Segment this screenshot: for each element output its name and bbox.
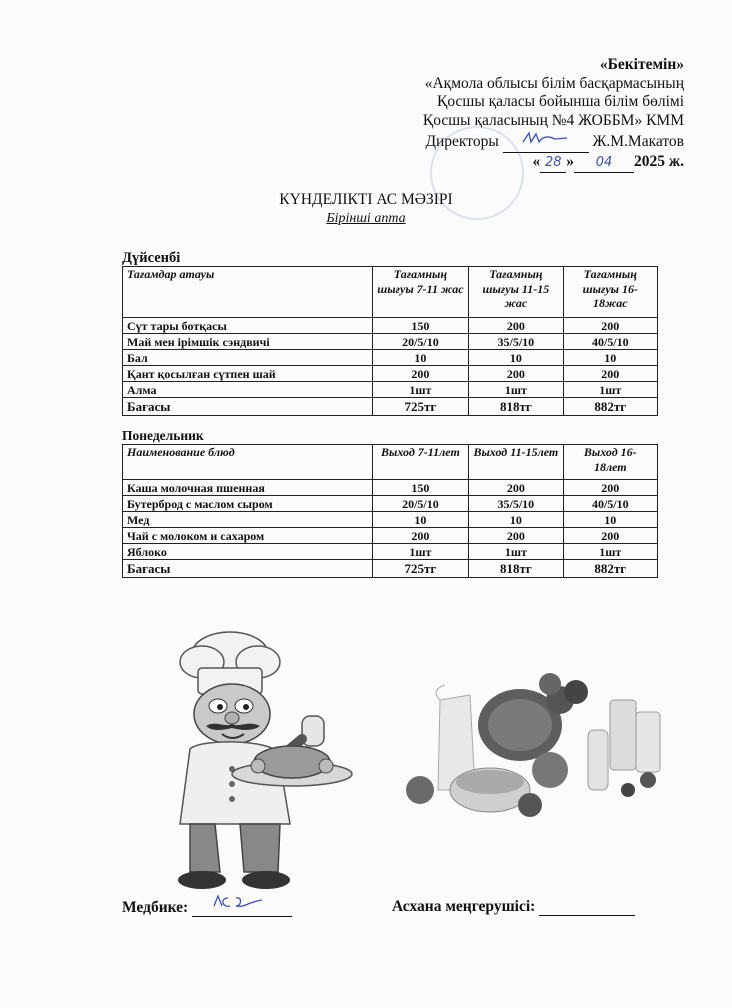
portion-16-18: 200 [563, 480, 657, 496]
dish-name: Май мен ірімшік сэндвичі [123, 334, 373, 350]
nurse-signature-drawing [192, 892, 292, 912]
menu-table-kk [122, 266, 658, 416]
date-close-quote: » [566, 152, 574, 170]
portion-11-15: 200 [469, 366, 563, 382]
portion-16-18: 40/5/10 [563, 334, 657, 350]
date-open-quote: « [532, 152, 541, 170]
day-label-kk: Дүйсенбі [122, 250, 181, 266]
portion-16-18: 1шт [563, 544, 657, 560]
portion-11-15: 200 [469, 528, 563, 544]
portion-11-15: 35/5/10 [469, 496, 563, 512]
portion-7-11: 200 [372, 528, 469, 544]
price-7-11: 725тг [372, 560, 469, 578]
price-11-15: 818тг [469, 398, 563, 416]
table-row [123, 528, 658, 544]
portion-16-18: 10 [563, 512, 657, 528]
nurse-signature-block [122, 898, 292, 917]
portion-11-15: 200 [469, 480, 563, 496]
cook-label: Асхана меңгерушісі: [392, 898, 536, 915]
dish-name: Мед [123, 512, 373, 528]
price-row [123, 560, 658, 578]
portion-16-18: 200 [563, 528, 657, 544]
price-11-15: 818тг [469, 560, 563, 578]
table-row [123, 480, 658, 496]
portion-7-11: 200 [372, 366, 469, 382]
portion-7-11: 20/5/10 [372, 496, 469, 512]
approval-line-1: «Ақмола облысы білім басқармасының [424, 74, 684, 92]
portion-16-18: 10 [563, 350, 657, 366]
date-month: 04 [574, 154, 634, 174]
portion-7-11: 10 [372, 350, 469, 366]
price-7-11: 725тг [372, 398, 469, 416]
director-label: Директоры [425, 133, 499, 150]
dish-name: Сүт тары ботқасы [123, 318, 373, 334]
price-label: Бағасы [123, 398, 373, 416]
col-header-16-18: Тағамның шығуы 16-18жас [563, 267, 657, 318]
menu-title: КҮНДЕЛІКТІ АС МӘЗІРІ [279, 191, 453, 208]
menu-week: Бірінші апта [326, 211, 406, 226]
menu-table-ru [122, 444, 658, 578]
menu-title-block [0, 190, 732, 228]
chef-illustration [120, 624, 370, 894]
portion-16-18: 40/5/10 [563, 496, 657, 512]
portion-7-11: 150 [372, 480, 469, 496]
table-row [123, 382, 658, 398]
portion-16-18: 200 [563, 318, 657, 334]
table-row [123, 350, 658, 366]
portion-7-11: 150 [372, 318, 469, 334]
portion-11-15: 35/5/10 [469, 334, 563, 350]
col-header-11-15: Выход 11-15лет [469, 445, 563, 480]
director-name: Ж.М.Макатов [592, 133, 684, 150]
director-signature-drawing [503, 130, 589, 146]
col-header-11-15: Тағамның шығуы 11-15 жас [469, 267, 563, 318]
dish-name: Алма [123, 382, 373, 398]
dish-name: Бутерброд с маслом сыром [123, 496, 373, 512]
portion-16-18: 1шт [563, 382, 657, 398]
cook-signature-line [539, 899, 635, 916]
table-row [123, 366, 658, 382]
table-row [123, 544, 658, 560]
portion-16-18: 200 [563, 366, 657, 382]
table-row [123, 512, 658, 528]
table-header-row [123, 445, 658, 480]
portion-11-15: 200 [469, 318, 563, 334]
approval-heading: «Бекітемін» [599, 56, 684, 73]
price-16-18: 882тг [563, 398, 657, 416]
table-row [123, 334, 658, 350]
col-header-name: Наименование блюд [123, 445, 373, 480]
col-header-7-11: Выход 7-11лет [372, 445, 469, 480]
dish-name: Бал [123, 350, 373, 366]
col-header-name: Тағамдар атауы [123, 267, 373, 318]
price-label: Бағасы [123, 560, 373, 578]
date-day: 28 [540, 154, 566, 174]
portion-11-15: 10 [469, 350, 563, 366]
nurse-signature [192, 898, 292, 917]
dish-name: Каша молочная пшенная [123, 480, 373, 496]
price-16-18: 882тг [563, 560, 657, 578]
table-row [123, 496, 658, 512]
approval-line-3: Қосшы қаласының №4 ЖОББМ» КММ [422, 111, 684, 129]
portion-11-15: 1шт [469, 544, 563, 560]
col-header-16-18: Выход 16-18лет [563, 445, 657, 480]
dairy-food-photo [400, 640, 670, 850]
portion-7-11: 1шт [372, 382, 469, 398]
approval-line-2: Қосшы қаласы бойынша білім бөлімі [437, 93, 684, 110]
nurse-label: Медбике: [122, 899, 189, 916]
portion-7-11: 20/5/10 [372, 334, 469, 350]
date-year: 2025 ж. [634, 152, 684, 170]
col-header-7-11: Тағамның шығуы 7-11 жас [372, 267, 469, 318]
dish-name: Яблоко [123, 544, 373, 560]
portion-11-15: 1шт [469, 382, 563, 398]
price-row [123, 398, 658, 416]
portion-7-11: 1шт [372, 544, 469, 560]
portion-7-11: 10 [372, 512, 469, 528]
table-header-row [123, 267, 658, 318]
day-label-ru: Понедельник [122, 428, 204, 443]
dish-name: Чай с молоком и сахаром [123, 528, 373, 544]
dish-name: Қант қосылған сүтпен шай [123, 366, 373, 382]
cook-signature-block [392, 898, 635, 916]
table-row [123, 318, 658, 334]
portion-11-15: 10 [469, 512, 563, 528]
